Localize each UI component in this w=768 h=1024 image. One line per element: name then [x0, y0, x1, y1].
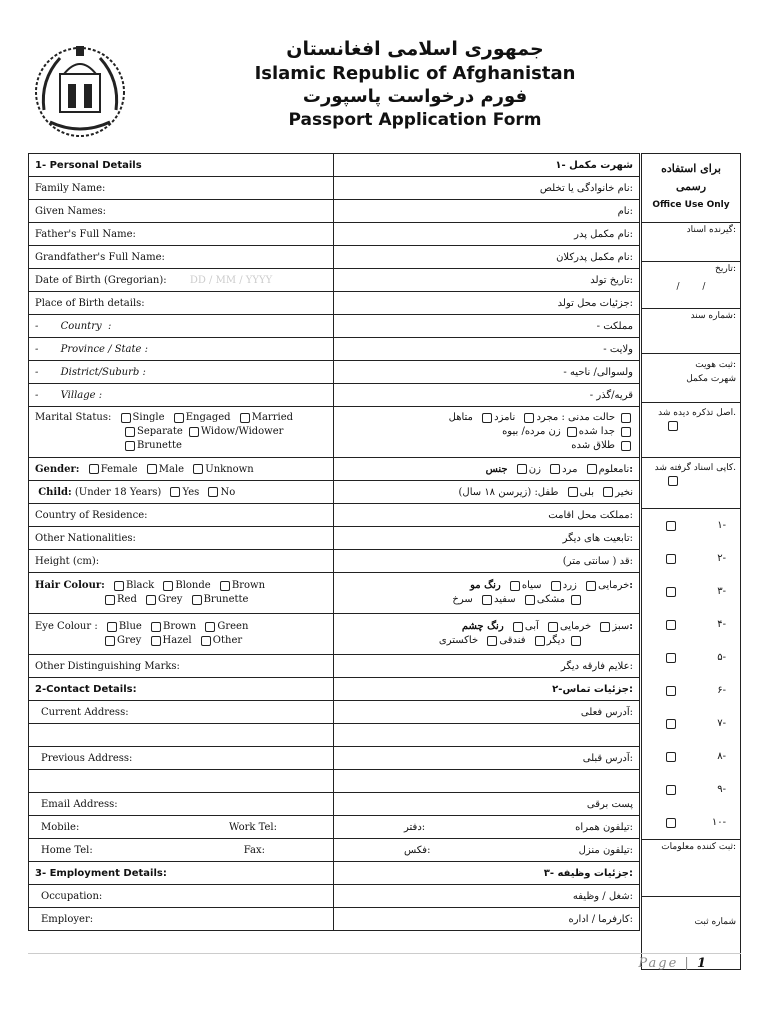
occupation-label-fa: شغل / وظیفه:: [334, 885, 640, 908]
separate-checkbox[interactable]: [125, 427, 135, 437]
unknown-label-fa: نامعلوم: [598, 463, 630, 475]
hair-blonde-fa-checkbox[interactable]: [551, 581, 561, 591]
home-cell-en: [29, 839, 334, 862]
eye-blue-fa-checkbox[interactable]: [513, 622, 523, 632]
office-number-label: ۸-: [717, 751, 726, 762]
section-employment-header: [29, 862, 640, 885]
residence-row[interactable]: [29, 504, 640, 527]
email-label-fa: پست برقی: [334, 793, 640, 816]
marks-label-fa: علایم فارقه دیگر:: [334, 655, 640, 678]
married-fa-checkbox[interactable]: [621, 413, 631, 423]
record-no-cell[interactable]: شماره ثبت: [642, 897, 741, 970]
hair-red-checkbox[interactable]: [105, 595, 115, 605]
current-address-label-fa: آدرس فعلی:: [334, 701, 640, 724]
office-number-label: ۳-: [717, 586, 726, 597]
divorced-label-fa: طلاق شده: [571, 440, 615, 451]
full-name-label: شهرت مکمل: [686, 374, 736, 384]
header-title-fa: جمهوری اسلامی افغانستان: [286, 38, 544, 60]
office-use-table: [641, 153, 741, 970]
hair-blonde-checkbox[interactable]: [163, 581, 173, 591]
marks-row[interactable]: [29, 655, 640, 678]
marital-cell-fa: [334, 407, 640, 458]
hair-grey-label: Grey: [158, 594, 183, 605]
country-row[interactable]: [29, 315, 640, 338]
home-tel-row[interactable]: [29, 839, 640, 862]
eye-other-fa-checkbox[interactable]: [535, 636, 545, 646]
hair-grey-checkbox[interactable]: [146, 595, 156, 605]
previous-address-blank[interactable]: [29, 770, 334, 793]
previous-address-row[interactable]: [29, 747, 640, 770]
given-names-label: Given Names:: [29, 200, 334, 223]
pob-label-fa: جزئیات محل تولد:: [334, 292, 640, 315]
hair-brown-checkbox[interactable]: [220, 581, 230, 591]
header-title-en: Islamic Republic of Afghanistan: [254, 63, 576, 84]
id-register-label: ثبت هویت:: [695, 360, 736, 370]
marital-row: [29, 407, 640, 458]
single-label: Single: [132, 412, 165, 423]
grandfather-name-label: Grandfather's Full Name:: [29, 246, 334, 269]
numbered-list-cell: [642, 509, 741, 840]
section-employment-en: 3- Employment Details:: [29, 862, 334, 885]
dob-placeholder: DD / MM / YYYY: [189, 274, 273, 286]
village-row[interactable]: [29, 384, 640, 407]
hair-row: [29, 573, 640, 614]
previous-address-label-fa: آدرس قبلی:: [334, 747, 640, 770]
email-label: Email Address:: [29, 793, 334, 816]
previous-address-blank-fa[interactable]: [334, 770, 640, 793]
child-label-fa: طفل: (زیرسن ۱۸ سال): [458, 486, 559, 498]
current-address-line2[interactable]: [29, 724, 640, 747]
copies-checkbox[interactable]: [668, 476, 678, 486]
current-address-blank[interactable]: [29, 724, 334, 747]
pob-label: Place of Birth details:: [29, 292, 334, 315]
district-label: - District/Suburb :: [29, 361, 334, 384]
engaged-fa-checkbox[interactable]: [482, 413, 492, 423]
eye-hazel-checkbox[interactable]: [151, 636, 161, 646]
province-label: - Province / State :: [29, 338, 334, 361]
office-number-row: [642, 674, 740, 707]
male-label: Male: [158, 463, 185, 475]
family-name-label: Family Name:: [29, 177, 334, 200]
office-number-checkbox[interactable]: [666, 587, 676, 597]
office-number-row: [642, 542, 740, 575]
hair-brunette-checkbox[interactable]: [192, 595, 202, 605]
given-names-row[interactable]: [29, 200, 640, 223]
email-row[interactable]: [29, 793, 640, 816]
gender-label: Gender:: [35, 463, 80, 475]
previous-address-line2[interactable]: [29, 770, 640, 793]
office-number-checkbox[interactable]: [666, 719, 676, 729]
office-number-checkbox[interactable]: [666, 785, 676, 795]
hair-brunette-label: Brunette: [203, 594, 249, 605]
section-personal-fa: ۱- شهرت مکمل: [334, 154, 640, 177]
office-number-label: ۷-: [717, 718, 726, 729]
office-number-row: [642, 509, 740, 542]
other-nat-label: Other Nationalities:: [29, 527, 334, 550]
no-label: No: [220, 486, 236, 498]
district-label-fa: - ولسوالی/ ناحیه: [334, 361, 640, 384]
hair-blonde-label-fa: زرد: [562, 580, 577, 591]
copies-cell: [642, 458, 741, 509]
page-number-value: 1: [696, 956, 708, 971]
office-number-label: ۵-: [717, 652, 726, 663]
eye-brown-label-fa: خرمایی: [559, 621, 592, 632]
mobile-label: Mobile:: [41, 821, 80, 833]
engaged-checkbox[interactable]: [174, 413, 184, 423]
section-contact-fa: ۲-جزئیات تماس:: [334, 678, 640, 701]
female-label-fa: زن: [528, 463, 541, 475]
father-name-row[interactable]: [29, 223, 640, 246]
eye-grey-label-fa: خاکستری: [438, 635, 479, 646]
home-tel-label: Home Tel:: [41, 844, 93, 856]
child-cell-fa: [334, 481, 640, 504]
residence-label: Country of Residence:: [29, 504, 334, 527]
dob-label: Date of Birth (Gregorian): DD / MM / YYYY: [29, 269, 334, 292]
eye-brown-label: Brown: [163, 621, 197, 632]
country-label: - Country :: [29, 315, 334, 338]
female-checkbox[interactable]: [89, 464, 99, 474]
office-number-label: ۱۰-: [711, 817, 726, 828]
child-yes-fa-checkbox[interactable]: [568, 487, 578, 497]
widow-fa-checkbox[interactable]: [621, 427, 631, 437]
copies-label: کاپی اسناد گرفته شد.: [654, 463, 736, 473]
village-label-fa: - قریه/گذر: [334, 384, 640, 407]
gender-cell-en: [29, 458, 334, 481]
office-number-row: [642, 806, 740, 839]
province-label-fa: - ولایت: [334, 338, 640, 361]
office-number-row: [642, 641, 740, 674]
office-number-checkbox[interactable]: [666, 752, 676, 762]
date-separators: / /: [676, 282, 706, 292]
brunette-marital-label: Brunette: [137, 440, 182, 451]
pob-row: [29, 292, 640, 315]
tazkira-label: اصل تذکره دیده شد.: [658, 408, 736, 418]
single-fa-checkbox[interactable]: [524, 413, 534, 423]
office-number-label: ۴-: [717, 619, 726, 630]
marital-label-fa: حالت مدنی :: [561, 412, 615, 423]
widow-checkbox[interactable]: [189, 427, 199, 437]
eye-green-label: Green: [217, 621, 249, 632]
eye-blue-checkbox[interactable]: [107, 622, 117, 632]
hair-black-checkbox[interactable]: [114, 581, 124, 591]
eye-hazel-label: Hazel: [162, 635, 192, 646]
eye-hazel-fa-checkbox[interactable]: [487, 636, 497, 646]
work-tel-label-fa: دفتر:: [404, 821, 426, 833]
tazkira-checkbox[interactable]: [668, 421, 678, 431]
male-fa-checkbox[interactable]: [550, 464, 560, 474]
hair-label: Hair Colour:: [35, 580, 105, 591]
father-name-label: Father's Full Name:: [29, 223, 334, 246]
eye-grey-fa-checkbox[interactable]: [571, 636, 581, 646]
office-number-row: [642, 707, 740, 740]
engaged-label: Engaged: [185, 412, 231, 423]
previous-address-label: Previous Address:: [29, 747, 334, 770]
eye-other-label-fa: دیگر: [546, 635, 565, 646]
grandfather-name-row[interactable]: [29, 246, 640, 269]
gender-label-fa: جنس:: [485, 463, 633, 475]
date-cell[interactable]: [642, 262, 741, 309]
eye-hazel-label-fa: فندقی: [499, 635, 526, 646]
employer-label: Employer:: [29, 908, 334, 931]
eye-grey-label: Grey: [117, 635, 142, 646]
village-label: - Village :: [29, 384, 334, 407]
marital-cell-en: [29, 407, 334, 458]
other-nat-label-fa: تابعیت های دیگر:: [334, 527, 640, 550]
yes-label-fa: بلی: [579, 486, 595, 498]
hair-blonde-label: Blonde: [175, 580, 211, 591]
eye-green-fa-checkbox[interactable]: [600, 622, 610, 632]
office-number-row: [642, 773, 740, 806]
hair-label-fa: رنگ مو:: [470, 580, 633, 591]
grandfather-name-label-fa: نام مکمل پدرکلان:: [334, 246, 640, 269]
unknown-checkbox[interactable]: [193, 464, 203, 474]
mobile-cell-fa: [334, 816, 640, 839]
unknown-label: Unknown: [205, 463, 254, 475]
marital-label: Marital Status:: [35, 412, 112, 423]
employer-row[interactable]: [29, 908, 640, 931]
recorder-cell[interactable]: ثبت کننده معلومات:: [642, 840, 741, 897]
family-name-row[interactable]: [29, 177, 640, 200]
current-address-label: Current Address:: [29, 701, 334, 724]
child-label: Child:: [38, 486, 72, 498]
eye-other-checkbox[interactable]: [201, 636, 211, 646]
mobile-label-fa: تیلفون همراه:: [575, 821, 633, 833]
eye-blue-label-fa: آبی: [524, 621, 539, 632]
home-tel-label-fa: تیلفون منزل:: [578, 844, 633, 856]
national-emblem: [30, 40, 130, 140]
section-employment-fa: ۳- جزئیات وظیفه:: [334, 862, 640, 885]
office-title-en: Office Use Only: [652, 200, 730, 210]
mobile-cell-en: [29, 816, 334, 839]
single-label-fa: مجرد: [536, 412, 559, 423]
office-number-label: ۲-: [717, 553, 726, 564]
hair-grey-fa-checkbox[interactable]: [482, 595, 492, 605]
office-number-checkbox[interactable]: [666, 554, 676, 564]
father-name-label-fa: نام مکمل پدر:: [334, 223, 640, 246]
current-address-row[interactable]: [29, 701, 640, 724]
height-label: Height (cm):: [29, 550, 334, 573]
eye-green-checkbox[interactable]: [205, 622, 215, 632]
hair-black-label-fa: سیاه: [521, 580, 542, 591]
unknown-fa-checkbox[interactable]: [587, 464, 597, 474]
section-personal-en: 1- Personal Details: [29, 154, 334, 177]
country-label-fa: - مملکت: [334, 315, 640, 338]
gender-row: [29, 458, 640, 481]
eye-label-fa: رنگ چشم:: [461, 621, 633, 632]
eye-brown-fa-checkbox[interactable]: [548, 622, 558, 632]
tazkira-cell: [642, 403, 741, 458]
married-checkbox[interactable]: [240, 413, 250, 423]
child-note: (Under 18 Years): [74, 486, 162, 498]
page-number: Page | 1: [638, 956, 708, 971]
office-number-label: ۹-: [717, 784, 726, 795]
child-cell-en: [29, 481, 334, 504]
gender-cell-fa: [334, 458, 640, 481]
child-no-checkbox[interactable]: [208, 487, 218, 497]
child-no-fa-checkbox[interactable]: [603, 487, 613, 497]
yes-label: Yes: [182, 486, 200, 498]
hair-cell-fa: [334, 573, 640, 614]
hair-cell-en: [29, 573, 334, 614]
eye-label: Eye Colour :: [35, 621, 98, 632]
office-number-checkbox[interactable]: [666, 653, 676, 663]
footer-rule: [28, 953, 741, 954]
single-checkbox[interactable]: [121, 413, 131, 423]
work-tel-label: Work Tel:: [228, 821, 277, 833]
office-number-checkbox[interactable]: [666, 686, 676, 696]
date-label: تاریخ:: [715, 264, 736, 274]
married-label-fa: متاهل: [448, 412, 473, 423]
male-checkbox[interactable]: [147, 464, 157, 474]
receiver-cell[interactable]: گیرنده اسناد:: [642, 223, 741, 262]
engaged-label-fa: نامزد: [494, 412, 516, 423]
hair-darkbrown-fa-checkbox[interactable]: [525, 595, 535, 605]
district-row[interactable]: [29, 361, 640, 384]
office-number-checkbox[interactable]: [666, 620, 676, 630]
eye-row: [29, 614, 640, 655]
height-row[interactable]: [29, 550, 640, 573]
hair-red-label-fa: سرخ: [452, 594, 473, 605]
marks-label: Other Distinguishing Marks:: [29, 655, 334, 678]
page-prefix: Page: [638, 956, 679, 971]
office-title-fa: برای استفاده رسمی: [661, 162, 721, 193]
eye-cell-fa: [334, 614, 640, 655]
fax-label: Fax:: [243, 844, 265, 856]
occupation-row[interactable]: [29, 885, 640, 908]
eye-brown-checkbox[interactable]: [151, 622, 161, 632]
employer-label-fa: کارفرما / اداره:: [334, 908, 640, 931]
eye-blue-label: Blue: [118, 621, 142, 632]
eye-grey-checkbox[interactable]: [105, 636, 115, 646]
office-number-label: ۱-: [717, 520, 726, 531]
header-form-fa: فورم درخواست پاسپورت: [302, 86, 528, 107]
hair-brown-fa-checkbox[interactable]: [586, 581, 596, 591]
no-label-fa: نخیر: [615, 486, 633, 498]
hair-grey-label-fa: سفید: [493, 594, 516, 605]
id-register-cell[interactable]: [642, 354, 741, 403]
child-row: [29, 481, 640, 504]
other-nat-row[interactable]: [29, 527, 640, 550]
hair-brown-label-fa: خرمایی: [598, 580, 630, 591]
brunette-checkbox[interactable]: [125, 441, 135, 451]
dob-label-fa: تاریخ تولد:: [334, 269, 640, 292]
dob-row[interactable]: [29, 269, 640, 292]
office-number-label: ۶-: [717, 685, 726, 696]
office-title-cell: [642, 154, 741, 223]
widow-label-fa: زن مرده/ بیوه: [502, 426, 561, 437]
hair-red-fa-checkbox[interactable]: [571, 595, 581, 605]
office-number-checkbox[interactable]: [666, 818, 676, 828]
hair-black-label: Black: [126, 580, 155, 591]
eye-other-label: Other: [212, 635, 243, 646]
office-number-row: [642, 608, 740, 641]
section-contact-header: [29, 678, 640, 701]
hair-darkbrown-label-fa: مشکی: [536, 594, 565, 605]
office-number-row: [642, 575, 740, 608]
current-address-blank-fa[interactable]: [334, 724, 640, 747]
residence-label-fa: مملکت محل اقامت:: [334, 504, 640, 527]
mobile-row[interactable]: [29, 816, 640, 839]
child-yes-checkbox[interactable]: [170, 487, 180, 497]
height-label-fa: قد ( سانتی متر):: [334, 550, 640, 573]
occupation-label: Occupation:: [29, 885, 334, 908]
fax-label-fa: فکس:: [404, 844, 431, 856]
section-personal-header: [29, 154, 640, 177]
female-label: Female: [100, 463, 138, 475]
section-contact-en: 2-Contact Details:: [29, 678, 334, 701]
hair-black-fa-checkbox[interactable]: [510, 581, 520, 591]
application-form-table: [28, 153, 640, 931]
male-label-fa: مرد: [562, 463, 578, 475]
divorced-fa-checkbox[interactable]: [621, 441, 631, 451]
eye-green-label-fa: سبز: [612, 621, 630, 632]
female-fa-checkbox[interactable]: [517, 464, 527, 474]
doc-no-cell[interactable]: شماره سند:: [642, 309, 741, 354]
province-row[interactable]: [29, 338, 640, 361]
separate-fa-checkbox[interactable]: [567, 427, 577, 437]
eye-cell-en: [29, 614, 334, 655]
widow-label: Widow/Widower: [200, 426, 284, 437]
header-form-en: Passport Application Form: [288, 110, 542, 130]
home-cell-fa: [334, 839, 640, 862]
office-number-checkbox[interactable]: [666, 521, 676, 531]
married-label: Married: [251, 412, 294, 423]
hair-red-label: Red: [117, 594, 137, 605]
office-number-row: [642, 740, 740, 773]
separate-label: Separate: [137, 426, 183, 437]
separate-label-fa: جدا شده: [578, 426, 615, 437]
given-names-label-fa: نام:: [334, 200, 640, 223]
family-name-label-fa: نام خانوادگی یا تخلص:: [334, 177, 640, 200]
hair-brown-label: Brown: [231, 580, 266, 591]
